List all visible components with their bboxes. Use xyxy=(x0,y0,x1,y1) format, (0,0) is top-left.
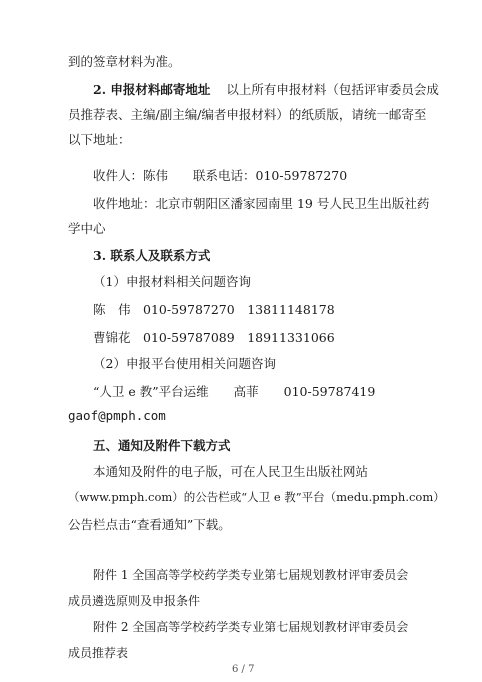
text-line: （1）申报材料相关问题咨询 xyxy=(93,274,251,289)
attachment-line: 成员推荐表 xyxy=(68,646,129,660)
section-heading: 3. 联系人及联系方式 xyxy=(93,248,211,263)
text-line xyxy=(93,80,439,98)
text-line: 员推荐表、主编/副主编/编者申报材料）的纸质版，请统一邮寄至 xyxy=(68,107,427,122)
page-number: 6 / 7 xyxy=(232,664,255,675)
text-line: 到的签章材料为准。 xyxy=(68,54,181,69)
attachment-line: 附件 1 全国高等学校药学类专业第七届规划教材评审委员会 xyxy=(93,568,409,582)
text-line: 收件人：陈伟 联系电话：010-59787270 xyxy=(93,168,348,183)
text-line: “人卫 e 教”平台运维 高菲 010-59787419 xyxy=(93,384,376,399)
attachment-line: 成员遴选原则及申报条件 xyxy=(68,594,201,608)
text-line: 收件地址：北京市朝阳区潘家园南里 19 号人民卫生出版社药 xyxy=(93,196,430,211)
text-line: 公告栏点击“查看通知”下载。 xyxy=(68,517,231,532)
text-line: 以下地址： xyxy=(68,132,131,147)
text-line: （www.pmph.com）的公告栏或“人卫 e 教”平台（medu.pmph.com） xyxy=(68,490,445,504)
text-line: 陈 伟 010-59787270 13811148178 xyxy=(93,302,335,317)
section-heading: 2. 申报材料邮寄地址 xyxy=(93,82,211,97)
section-heading: 五、通知及附件下载方式 xyxy=(93,438,231,453)
text-line: 曹锦花 010-59787089 18911331066 xyxy=(93,330,335,345)
text-line: 学中心 xyxy=(68,221,106,236)
text-span: 以上所有申报材料（包括评审委员会成 xyxy=(226,82,439,97)
attachment-line: 附件 2 全国高等学校药学类专业第七届规划教材评审委员会 xyxy=(93,620,409,634)
text-line: （2）申报平台使用相关问题咨询 xyxy=(93,356,276,371)
text-line: 本通知及附件的电子版，可在人民卫生出版社网站 xyxy=(93,464,369,479)
email-text: gaof@pmph.com xyxy=(68,408,166,423)
